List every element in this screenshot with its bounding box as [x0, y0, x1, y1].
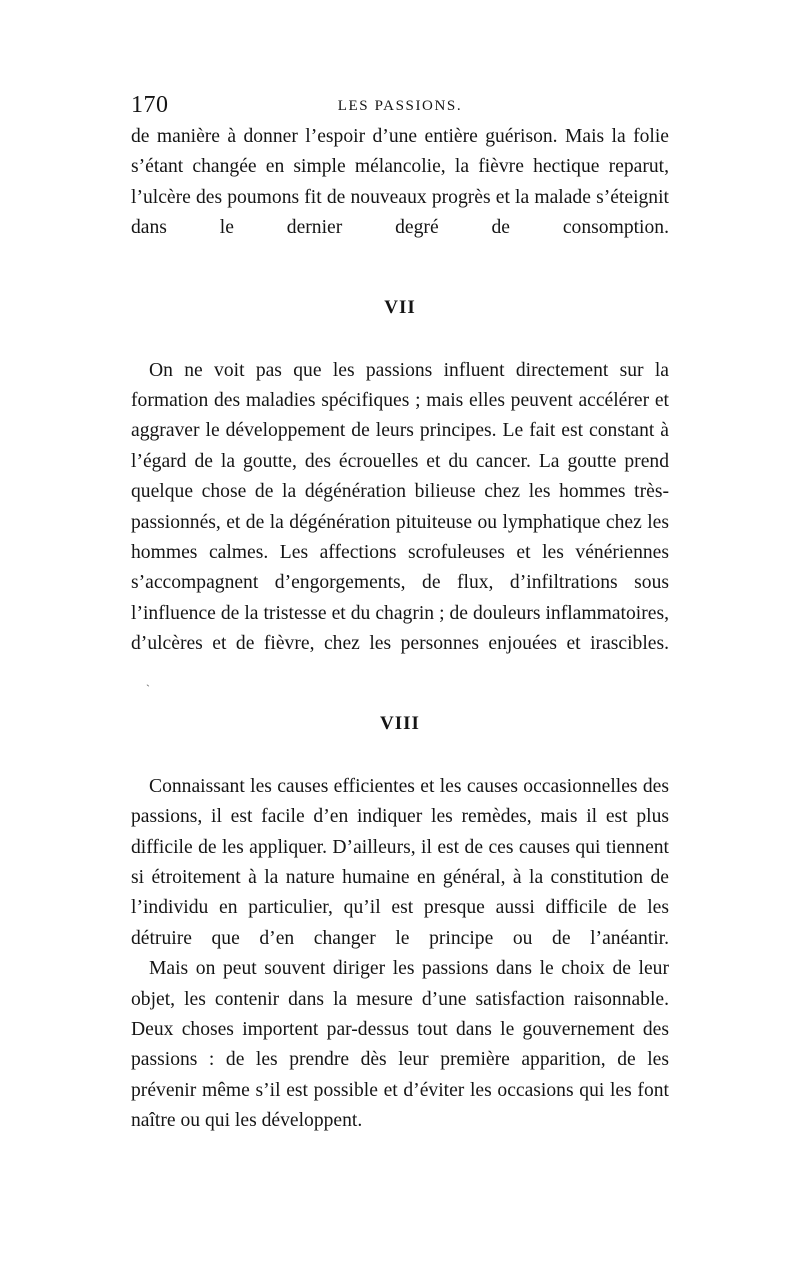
page-number: 170	[131, 92, 169, 118]
section-viii-paragraph-2: Mais on peut souvent diriger les passions dans le choix de leur objet, les contenir dans la mesure d’une satisfaction raisonnable. Deux choses importent par-dessus tout dans le gouvernement des passions : de les prendre dès leur première apparition, de les prévenir même s’il est possible et d’éviter les occasions qui les font naître ou qui les développent.	[131, 958, 669, 1132]
section-vii-paragraph: On ne voit pas que les passions influent directement sur la formation des maladies spécifiques ; mais elles peuvent accélérer et aggraver le développement de leurs principes. Le fait est constant à l’égard de la goutte, des écrouelles et du cancer. La goutte prend quelque chose de la dégénération bilieuse chez les hommes très-passionnés, et de la dégénération pituiteuse ou lymphatique chez les hommes calmes. Les affections scrofuleuses et les vénériennes s’accompagnent d’engorgements, de flux, d’infiltrations sous l’influence de la tristesse et du chagrin ; de douleurs inflammatoires, d’ulcères et de fièvre, chez les personnes enjouées et irascibles.	[131, 359, 669, 655]
section-viii-paragraph-1: Connaissant les causes efficientes et les causes occasionnelles des passions, il est facile d’en indiquer les remèdes, mais il est plus difficile de les appliquer. D’ailleurs, il est de ces causes qui tiennent si étroitement à la nature humaine en général, à la constitution de l’individu en particulier, qu’il est presque aussi difficile de les détruire que d’en changer le principe ou de l’anéantir.	[131, 775, 669, 949]
running-head	[131, 92, 669, 122]
intro-paragraph: de manière à donner l’espoir d’une entière guérison. Mais la folie s’étant changée en simple mélancolie, la fièvre hectique reparut, l’ulcère des poumons fit de nouveaux progrès et la malade s’éteignit dans le dernier degré de consomption.	[131, 126, 669, 239]
print-speck: `	[146, 682, 150, 696]
section-heading-viii: VIII	[380, 712, 420, 734]
section-heading-vii: VII	[384, 296, 416, 318]
book-page	[131, 92, 669, 1137]
running-title: LES PASSIONS.	[337, 98, 463, 114]
